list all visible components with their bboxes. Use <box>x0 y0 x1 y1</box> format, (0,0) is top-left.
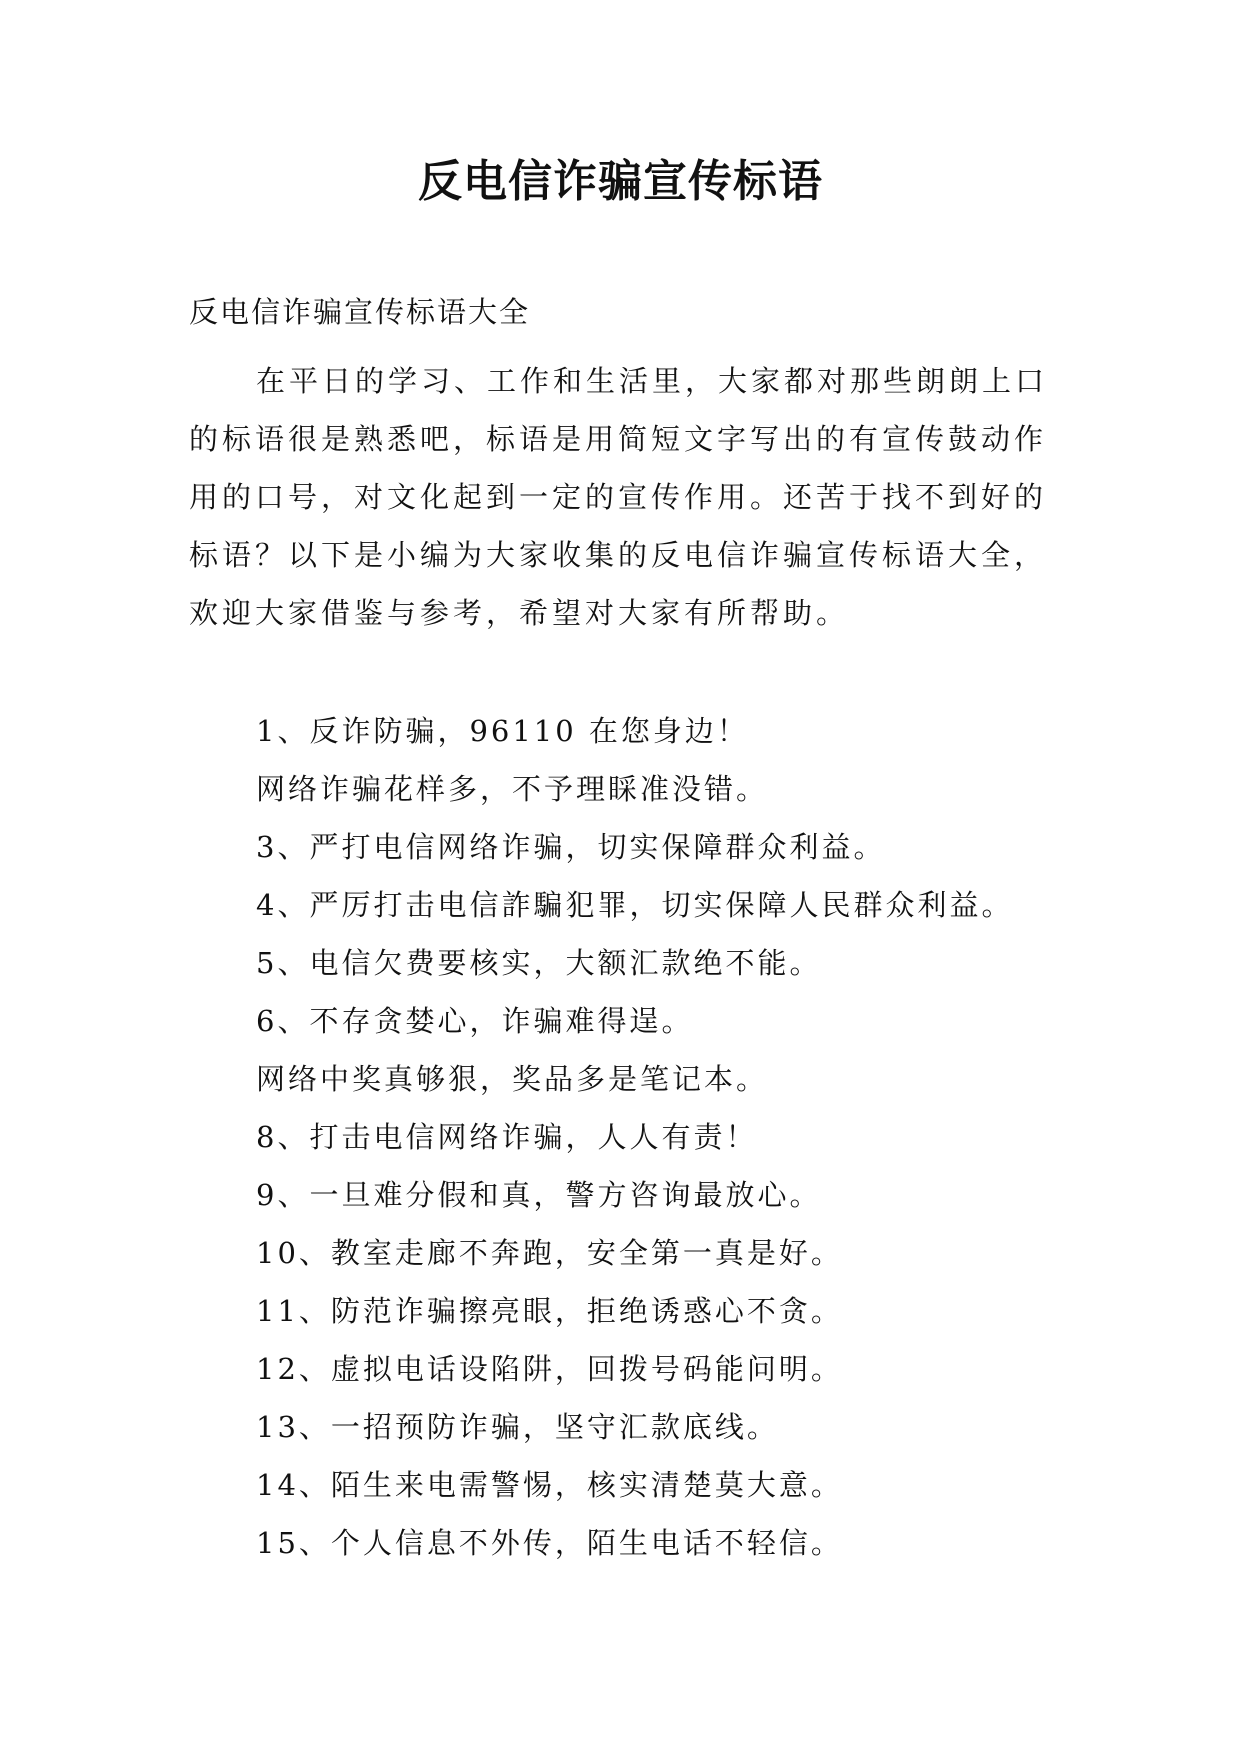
slogan-item: 9、一旦难分假和真，警方咨询最放心。 <box>256 1178 822 1212</box>
slogan-item: 6、不存贪婪心，诈骗难得逞。 <box>256 1004 694 1038</box>
document-title: 反电信诈骗宣传标语 <box>418 156 823 207</box>
slogan-item: 1、反诈防骗，96110 在您身边！ <box>256 714 749 748</box>
slogan-item: 网络诈骗花样多，不予理睬准没错。 <box>256 772 769 806</box>
slogan-item: 10、教室走廊不奔跑，安全第一真是好。 <box>256 1236 843 1270</box>
slogan-item: 3、严打电信网络诈骗，切实保障群众利益。 <box>256 830 886 864</box>
slogan-item: 13、一招预防诈骗，坚守汇款底线。 <box>256 1410 779 1444</box>
intro-line: 在平日的学习、工作和生活里，大家都对那些朗朗上口 <box>256 364 1049 398</box>
slogan-item: 11、防范诈骗擦亮眼，拒绝诱惑心不贪。 <box>256 1294 843 1328</box>
slogan-item: 网络中奖真够狠，奖品多是笔记本。 <box>256 1062 769 1096</box>
intro-line: 标语？以下是小编为大家收集的反电信诈骗宣传标语大全， <box>189 538 1048 572</box>
intro-line: 的标语很是熟悉吧，标语是用简短文字写出的有宣传鼓动作 <box>189 422 1048 456</box>
intro-line: 欢迎大家借鉴与参考，希望对大家有所帮助。 <box>189 596 850 630</box>
document-subtitle: 反电信诈骗宣传标语大全 <box>189 295 531 329</box>
intro-paragraph <box>189 352 1069 642</box>
slogan-item: 5、电信欠费要核实，大额汇款绝不能。 <box>256 946 822 980</box>
slogan-item: 12、虚拟电话设陷阱，回拨号码能问明。 <box>256 1352 843 1386</box>
intro-line: 用的口号，对文化起到一定的宣传作用。还苦于找不到好的 <box>189 480 1048 514</box>
slogan-item: 14、陌生来电需警惕，核实清楚莫大意。 <box>256 1468 843 1502</box>
slogan-list <box>256 702 1013 1572</box>
slogan-item: 15、个人信息不外传，陌生电话不轻信。 <box>256 1526 843 1560</box>
slogan-item: 4、严厉打击电信詐騙犯罪，切实保障人民群众利益。 <box>256 888 1014 922</box>
slogan-item: 8、打击电信网络诈骗，人人有责！ <box>256 1120 758 1154</box>
